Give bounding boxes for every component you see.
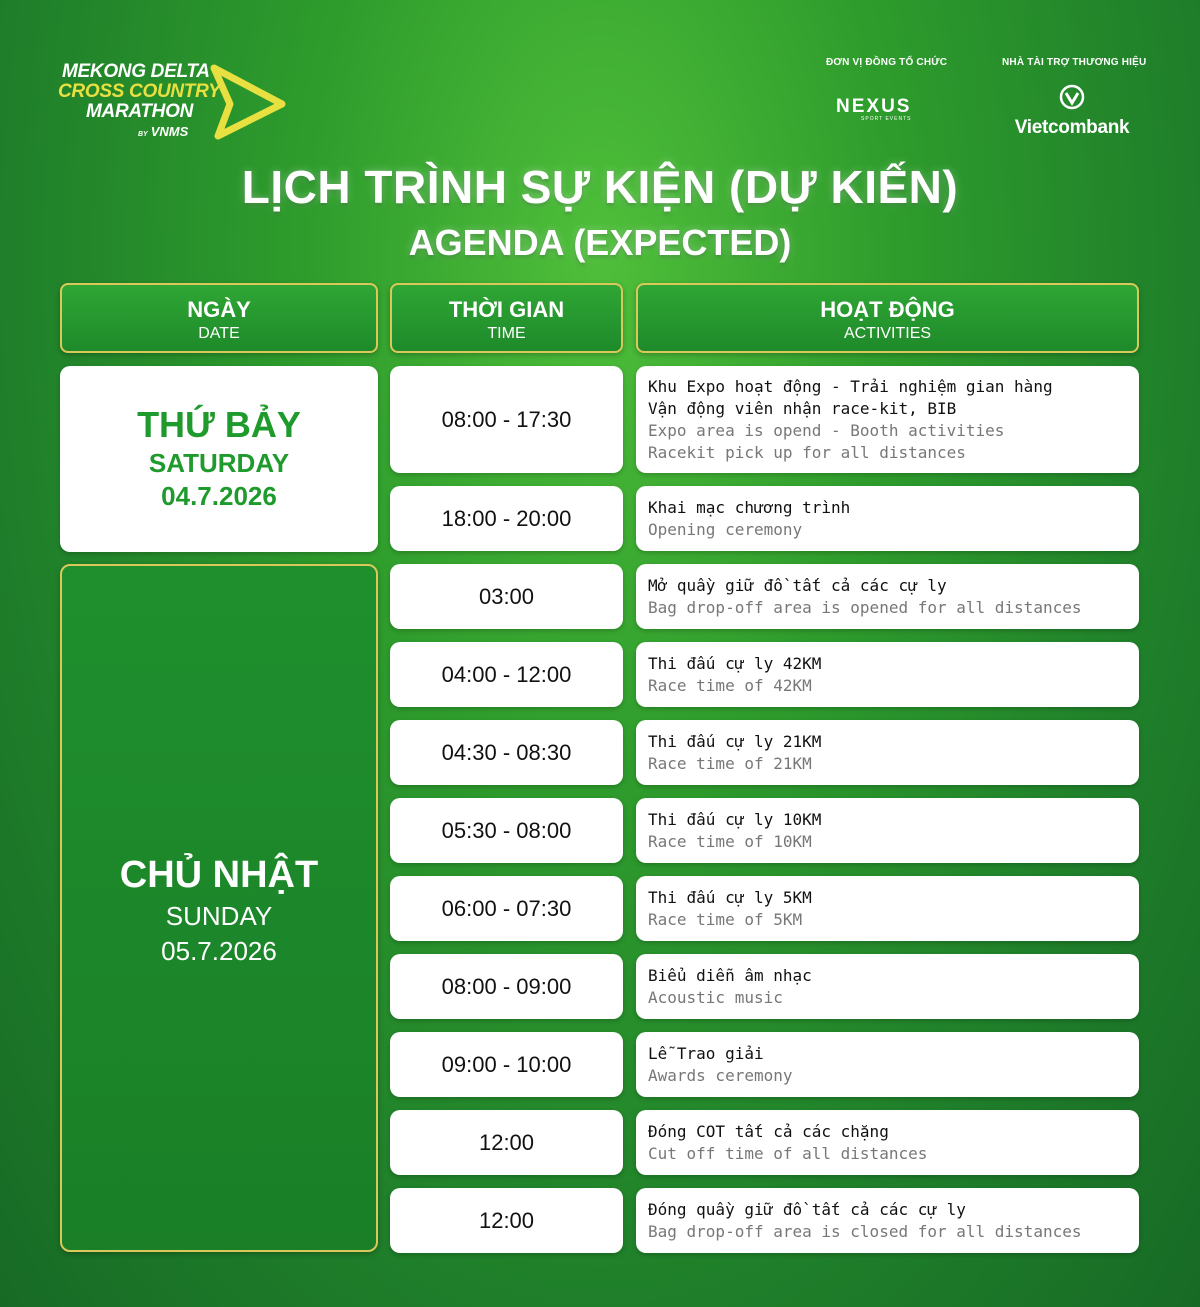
activity-cell: Mở quầy giữ đồ tất cả các cự ly Bag drop-off area is opened for all distances [636,564,1139,629]
co-organizer-label: ĐƠN VỊ ĐỒNG TỔ CHỨC [826,57,948,68]
activity-cell: Thi đấu cự ly 42KM Race time of 42KM [636,642,1139,707]
time-cell: 03:00 [390,564,623,629]
activity-cell: Biểu diễn âm nhạc Acoustic music [636,954,1139,1019]
activity-cell: Đóng COT tất cả các chặng Cut off time of all distances [636,1110,1139,1175]
activity-cell: Thi đấu cự ly 10KM Race time of 10KM [636,798,1139,863]
time-cell: 05:30 - 08:00 [390,798,623,863]
logo-line-1: MEKONG DELTA [62,61,210,82]
date-sunday: CHỦ NHẬT SUNDAY 05.7.2026 [60,564,378,1252]
brand-sponsor-label: NHÀ TÀI TRỢ THƯƠNG HIỆU [1002,57,1147,68]
logo-line-2: CROSS COUNTRY [58,81,221,102]
vietcombank-emblem-icon [1059,84,1085,110]
header-date: NGÀY DATE [60,283,378,353]
page-title-vi: LỊCH TRÌNH SỰ KIỆN (DỰ KIẾN) [241,161,959,213]
activity-cell: Thi đấu cự ly 5KM Race time of 5KM [636,876,1139,941]
vietcombank-logo: Vietcombank [1006,84,1138,139]
activity-cell: Đóng quầy giữ đồ tất cả các cự ly Bag drop-off area is closed for all distances [636,1188,1139,1253]
activity-cell: Lễ Trao giải Awards ceremony [636,1032,1139,1097]
time-cell: 04:30 - 08:30 [390,720,623,785]
time-cell: 09:00 - 10:00 [390,1032,623,1097]
date-saturday: THỨ BẢY SATURDAY 04.7.2026 [60,366,378,552]
logo-line-3: MARATHON [86,101,194,122]
page-title-en: AGENDA (EXPECTED) [408,222,792,263]
activity-cell: Khu Expo hoạt động - Trải nghiệm gian hàng Vận động viên nhận race-kit, BIB Expo area is opend - Booth activities Racekit pick up for all distances [636,366,1139,473]
nexus-logo: NEXUS SPORT EVENTS [836,96,912,122]
time-cell: 08:00 - 09:00 [390,954,623,1019]
time-cell: 12:00 [390,1188,623,1253]
event-logo [58,60,288,142]
activity-cell: Thi đấu cự ly 21KM Race time of 21KM [636,720,1139,785]
header-activities: HOẠT ĐỘNG ACTIVITIES [636,283,1139,353]
time-cell: 18:00 - 20:00 [390,486,623,551]
activity-cell: Khai mạc chương trình Opening ceremony [636,486,1139,551]
logo-by: BY VNMS [138,124,189,139]
play-triangle-icon [208,64,288,140]
time-cell: 04:00 - 12:00 [390,642,623,707]
time-cell: 06:00 - 07:30 [390,876,623,941]
time-cell: 08:00 - 17:30 [390,366,623,473]
time-cell: 12:00 [390,1110,623,1175]
header-time: THỜI GIAN TIME [390,283,623,353]
